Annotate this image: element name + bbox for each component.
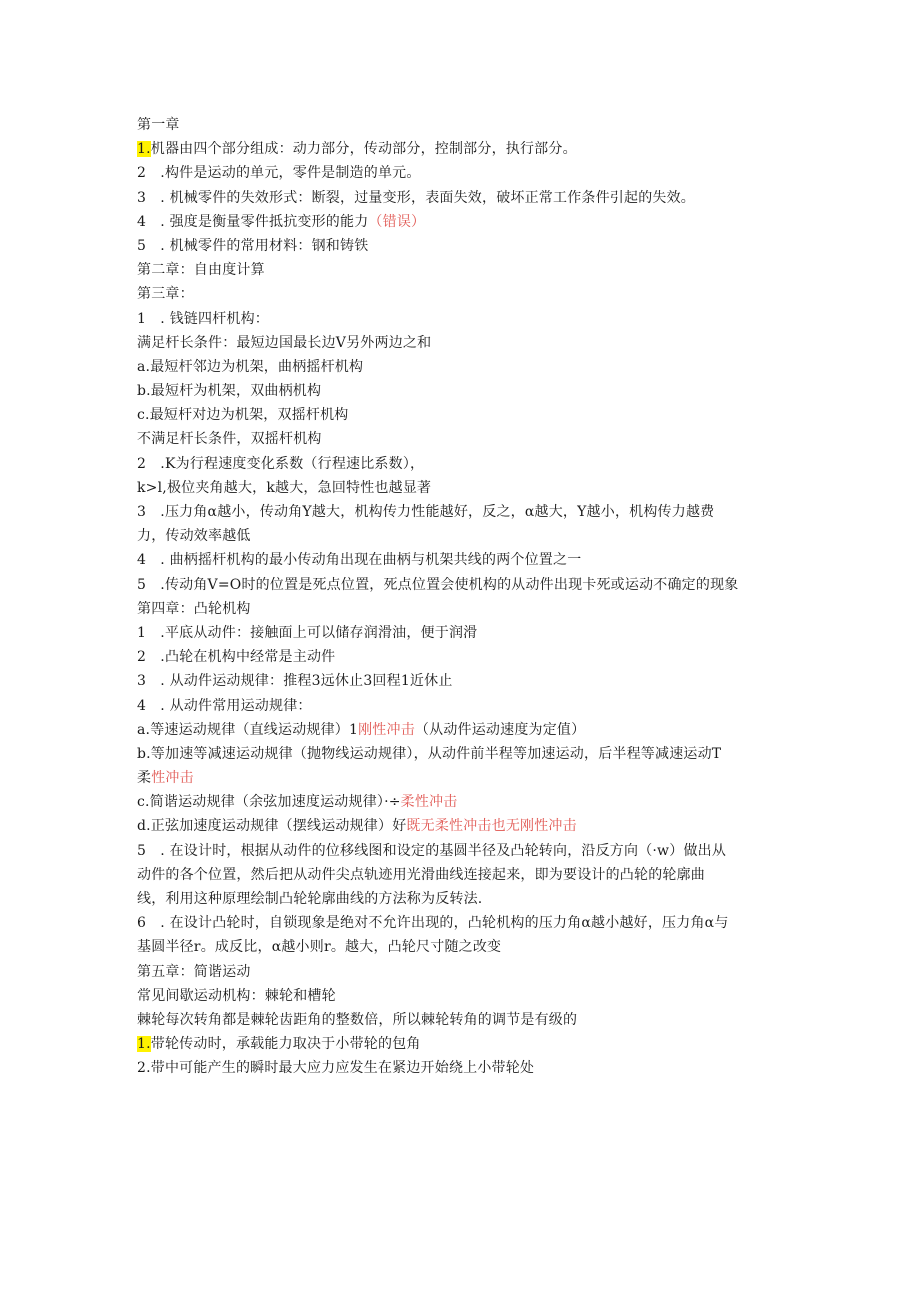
line-text: c.简谐运动规律（余弦加速度运动规律）·÷	[137, 794, 401, 811]
text-line	[137, 331, 797, 355]
text-line	[137, 379, 797, 403]
text-line	[137, 911, 797, 935]
text-line	[137, 573, 797, 597]
text-line	[137, 186, 797, 210]
text-line	[137, 355, 797, 379]
line-text: 常见间歇运动机构：棘轮和槽轮	[137, 987, 336, 1004]
highlighted-red-text: 性冲击	[151, 770, 194, 787]
text-line	[137, 258, 797, 282]
line-text: 5 .传动角V=O时的位置是死点位置，死点位置会使机构的从动件出现卡死或运动不确定的现象	[137, 576, 739, 593]
highlighted-red-text: 柔性冲击	[400, 794, 458, 811]
line-text: 第三章：	[137, 286, 194, 303]
line-text: 柔	[137, 770, 152, 787]
text-line	[137, 113, 797, 137]
text-line	[137, 935, 797, 959]
text-line	[137, 742, 797, 766]
line-text: 第二章：自由度计算	[137, 262, 265, 279]
line-text: a.等速运动规律（直线运动规律）1	[137, 721, 359, 738]
line-text: 4 . 曲柄摇杆机构的最小传动角出现在曲柄与机架共线的两个位置之一	[137, 552, 582, 569]
text-line	[137, 645, 797, 669]
line-text: 4 . 从动件常用运动规律：	[137, 697, 312, 714]
text-line	[137, 694, 797, 718]
line-text: 动件的各个位置，然后把从动件尖点轨迹用光滑曲线连接起来，即为要设计的凸轮的轮廓曲	[137, 866, 705, 883]
line-text: 3 . 从动件运动规律：推程3远休止3回程1近休止	[137, 673, 453, 690]
text-line	[137, 403, 797, 427]
line-text: 带轮传动时，承载能力取决于小带轮的包角	[150, 1036, 421, 1053]
text-line	[137, 307, 797, 331]
line-text: 基圆半径r。成反比，α越小则r。越大，凸轮尺寸随之改变	[137, 939, 502, 956]
text-line	[137, 452, 797, 476]
line-text: c.最短杆对边为机架，双摇杆机构	[137, 407, 349, 424]
line-text: 2 .构件是运动的单元，零件是制造的单元。	[137, 165, 421, 182]
text-line	[137, 548, 797, 572]
line-text: 第四章：凸轮机构	[137, 600, 251, 617]
highlighted-number: 1.	[137, 141, 151, 158]
text-line	[137, 1008, 797, 1032]
text-line	[137, 210, 797, 234]
line-text: 3 . 机械零件的失效形式：断裂，过量变形，表面失效，破坏正常工作条件引起的失效。	[137, 189, 696, 206]
text-line	[137, 597, 797, 621]
line-text: 2.带中可能产生的瞬时最大应力应发生在紧边开始绕上小带轮处	[137, 1060, 535, 1077]
text-line	[137, 863, 797, 887]
line-text: 1 . 钱链四杆机构：	[137, 310, 270, 327]
line-text: a.最短杆邻边为机架，曲柄摇杆机构	[137, 358, 364, 375]
line-text: 不满足杆长条件，双摇杆机构	[137, 431, 322, 448]
text-line	[137, 718, 797, 742]
line-text: 满足杆长条件：最短边国最长边V另外两边之和	[137, 334, 432, 351]
line-text: 第一章	[137, 117, 180, 133]
text-line	[137, 161, 797, 185]
line-text: 6 . 在设计凸轮时，自锁现象是绝对不允许出现的，凸轮机构的压力角α越小越好，压力角α与	[137, 915, 729, 932]
line-text: 1 .平底从动件：接触面上可以储存润滑油，便于润滑	[137, 624, 478, 641]
line-text: 棘轮每次转角都是棘轮齿距角的整数倍，所以棘轮转角的调节是有级的	[137, 1011, 578, 1028]
line-text: b.最短杆为机架，双曲柄机构	[137, 383, 322, 400]
highlighted-red-text: 刚性冲击	[358, 721, 415, 738]
line-text: 5 . 机械零件的常用材料：钢和铸铁	[137, 237, 369, 254]
line-text: k>l,极位夹角越大，k越大，急回特性也越显著	[137, 479, 432, 496]
text-line	[137, 234, 797, 258]
line-text: 5 . 在设计时，根据从动件的位移线图和设定的基圆半径及凸轮转向，沿反方向（·w）做出从	[137, 842, 727, 859]
text-line	[137, 500, 797, 524]
document-body	[137, 113, 797, 1081]
text-line	[137, 1032, 797, 1056]
text-line	[137, 887, 797, 911]
line-text: b.等加速等减速运动规律（抛物线运动规律），从动件前半程等加速运动，后半程等减速运动T	[137, 745, 722, 762]
text-line	[137, 476, 797, 500]
line-text: d.正弦加速度运动规律（摆线运动规律）好	[137, 818, 407, 835]
text-line	[137, 839, 797, 863]
line-text: 2 .K为行程速度变化系数（行程速比系数），	[137, 455, 425, 472]
text-line	[137, 1056, 797, 1080]
text-line	[137, 524, 797, 548]
text-line	[137, 960, 797, 984]
line-text: （从动件运动速度为定值）	[414, 721, 586, 738]
text-line	[137, 621, 797, 645]
text-line	[137, 137, 797, 161]
line-text: 力，传动效率越低	[137, 528, 251, 545]
highlighted-red-text: 既无柔性冲击也无刚性冲击	[406, 818, 577, 835]
highlighted-red-text: （错误）	[368, 213, 426, 230]
line-text: 2 .凸轮在机构中经常是主动件	[137, 649, 336, 666]
text-line	[137, 790, 797, 814]
line-text: 第五章：简谐运动	[137, 963, 251, 980]
text-line	[137, 669, 797, 693]
line-text: 机器由四个部分组成：动力部分，传动部分，控制部分，执行部分。	[150, 141, 577, 158]
line-text: 线，利用这种原理绘制凸轮轮廓曲线的方法称为反转法.	[137, 891, 483, 907]
line-text: 3 .压力角α越小，传动角Y越大，机构传力性能越好，反之，α越大，Y越小，机构传力越费	[137, 504, 715, 520]
line-text: 4 . 强度是衡量零件抵抗变形的能力	[137, 213, 369, 230]
text-line	[137, 814, 797, 838]
text-line	[137, 427, 797, 451]
text-line	[137, 766, 797, 790]
text-line	[137, 984, 797, 1008]
text-line	[137, 282, 797, 306]
highlighted-number: 1.	[137, 1036, 151, 1053]
